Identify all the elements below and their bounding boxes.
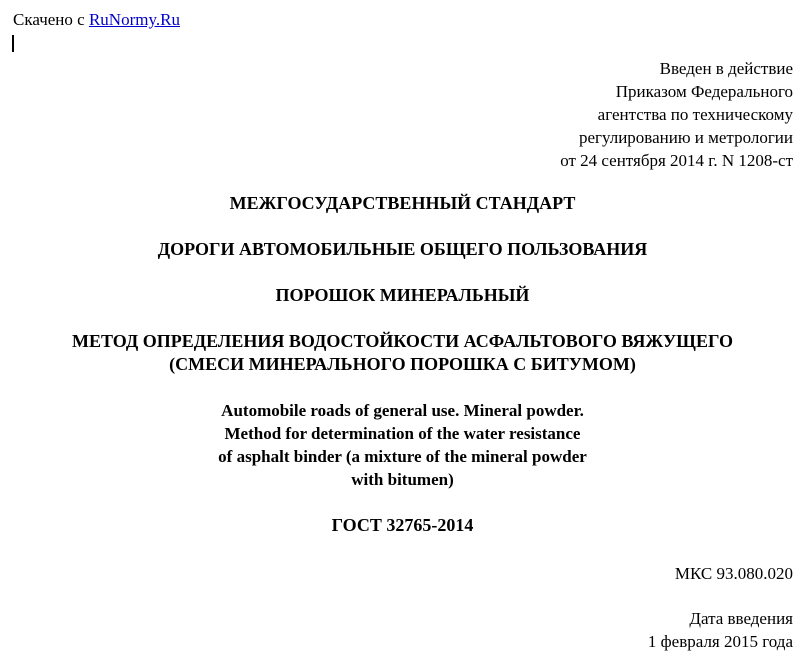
enactment-line: агентства по техническому [597,105,793,124]
source-prefix: Скачено с [13,10,85,29]
english-title-line: Automobile roads of general use. Mineral powder. [221,401,584,420]
method-heading-line: (СМЕСИ МИНЕРАЛЬНОГО ПОРОШКА С БИТУМОМ) [169,354,636,374]
enactment-line: от 24 сентября 2014 г. N 1208-ст [560,151,793,170]
gost-number: ГОСТ 32765-2014 [331,515,474,535]
english-title-line: with bitumen) [351,470,454,489]
english-title-line: of asphalt binder (a mixture of the mineral powder [218,447,587,466]
subject-heading: ДОРОГИ АВТОМОБИЛЬНЫЕ ОБЩЕГО ПОЛЬЗОВАНИЯ [157,239,648,259]
standard-type-heading: МЕЖГОСУДАРСТВЕННЫЙ СТАНДАРТ [229,193,576,213]
source-line [13,10,180,30]
mks-code: МКС 93.080.020 [674,564,793,583]
enactment-line: Введен в действие [659,59,793,78]
source-link[interactable]: RuNormy.Ru [88,10,180,29]
product-heading: ПОРОШОК МИНЕРАЛЬНЫЙ [275,285,530,305]
effective-date-label: Дата введения [689,609,793,628]
effective-date [648,607,793,653]
enactment-line: регулированию и метрологии [578,128,793,147]
text-cursor [12,35,14,52]
enactment-line: Приказом Федерального [615,82,793,101]
english-title-line: Method for determination of the water resistance [224,424,581,443]
effective-date-value: 1 февраля 2015 года [647,632,793,651]
method-heading-line: МЕТОД ОПРЕДЕЛЕНИЯ ВОДОСТОЙКОСТИ АСФАЛЬТОВОГО ВЯЖУЩЕГО [72,331,733,351]
english-title [0,399,799,491]
method-heading [0,330,799,376]
enactment-note [560,57,793,172]
